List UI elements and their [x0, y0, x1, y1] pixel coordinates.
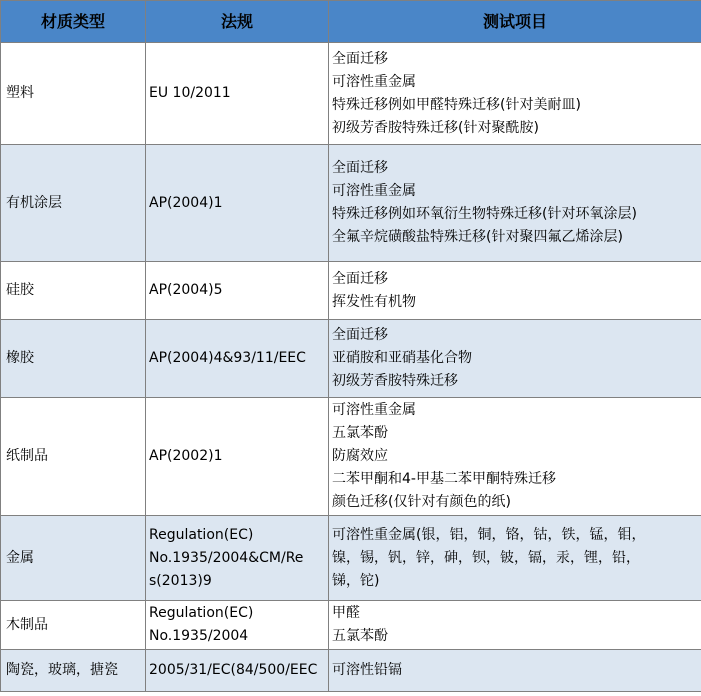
tests-cell: [329, 262, 701, 320]
regulation-line: Regulation(EC): [149, 526, 254, 543]
test-item: 全面迁移: [332, 327, 388, 343]
test-item: 二苯甲酮和4-甲基二苯甲酮特殊迁移: [332, 471, 556, 487]
test-item: 全面迁移: [332, 50, 388, 67]
test-item: 全氟辛烷磺酸盐特殊迁移(针对聚四氟乙烯涂层): [332, 229, 623, 245]
test-item: 镍，锡，钒，锌，砷，钡，铍，镉，汞，锂，铅，: [332, 549, 640, 566]
material-cell: 纸制品: [1, 398, 146, 516]
tests-cell: [329, 398, 701, 516]
regulation-line: No.1935/2004&CM/Re: [149, 549, 304, 566]
header-row: [1, 1, 701, 43]
header-regulation: 法规: [146, 1, 329, 43]
table-row: [1, 320, 701, 398]
table-row: [1, 650, 701, 692]
test-item: 可溶性重金属(银，铝，铜，铬，钴，铁，锰，钼，: [332, 526, 646, 543]
test-item: 颜色迁移(仅针对有颜色的纸): [332, 494, 511, 510]
tests-cell: [329, 320, 701, 398]
test-item: 五氯苯酚: [332, 628, 388, 644]
test-item: 可溶性重金属: [332, 73, 416, 90]
table-row: [1, 43, 701, 145]
table-row: [1, 601, 701, 650]
regulation-cell: [146, 601, 329, 650]
table-row: [1, 145, 701, 262]
regulation-cell: [146, 398, 329, 516]
regulation-line: s(2013)9: [149, 572, 212, 589]
regulation-cell: [146, 262, 329, 320]
material-cell: 塑料: [1, 43, 146, 145]
test-item: 挥发性有机物: [332, 293, 416, 310]
test-item: 甲醛: [332, 605, 360, 621]
material-cell: 有机涂层: [1, 145, 146, 262]
header-material: 材质类型: [1, 1, 146, 43]
test-item: 全面迁移: [332, 270, 388, 287]
material-cell: 硅胶: [1, 262, 146, 320]
test-item: 防腐效应: [332, 448, 388, 464]
tests-cell: [329, 43, 701, 145]
regulation-line: EU 10/2011: [149, 85, 231, 101]
test-item: 五氯苯酚: [332, 425, 388, 441]
tests-cell: [329, 516, 701, 601]
regulation-line: AP(2004)4&93/11/EEC: [149, 350, 306, 366]
regulation-line: AP(2002)1: [149, 448, 223, 464]
material-cell: 橡胶: [1, 320, 146, 398]
tests-cell: [329, 601, 701, 650]
table-row: [1, 398, 701, 516]
table-row: [1, 262, 701, 320]
regulation-cell: [146, 516, 329, 601]
test-item: 可溶性重金属: [332, 402, 416, 418]
tests-cell: [329, 650, 701, 692]
table-row: [1, 516, 701, 601]
regulation-cell: [146, 145, 329, 262]
test-item: 亚硝胺和亚硝基化合物: [332, 350, 472, 366]
test-item: 特殊迁移例如环氧衍生物特殊迁移(针对环氧涂层): [332, 206, 637, 222]
test-item: 特殊迁移例如甲醛特殊迁移(针对美耐皿): [332, 96, 581, 113]
material-cell: 金属: [1, 516, 146, 601]
test-item: 可溶性铅镉: [332, 662, 402, 678]
regulation-cell: [146, 43, 329, 145]
material-cell: 陶瓷，玻璃，搪瓷: [1, 650, 146, 692]
regulation-line: Regulation(EC): [149, 605, 254, 621]
tests-cell: [329, 145, 701, 262]
test-item: 初级芳香胺特殊迁移(针对聚酰胺): [332, 119, 539, 136]
test-item: 初级芳香胺特殊迁移: [332, 373, 458, 389]
regulation-line: No.1935/2004: [149, 628, 249, 644]
regulation-cell: [146, 650, 329, 692]
header-tests: 测试项目: [329, 1, 701, 43]
test-item: 全面迁移: [332, 160, 388, 176]
regulation-cell: [146, 320, 329, 398]
regulation-line: AP(2004)5: [149, 282, 223, 298]
test-item: 锑，铊): [332, 572, 380, 589]
material-cell: 木制品: [1, 601, 146, 650]
regulation-line: AP(2004)1: [149, 194, 223, 211]
regulation-line: 2005/31/EC(84/500/EEC: [149, 662, 318, 678]
test-item: 可溶性重金属: [332, 183, 416, 199]
